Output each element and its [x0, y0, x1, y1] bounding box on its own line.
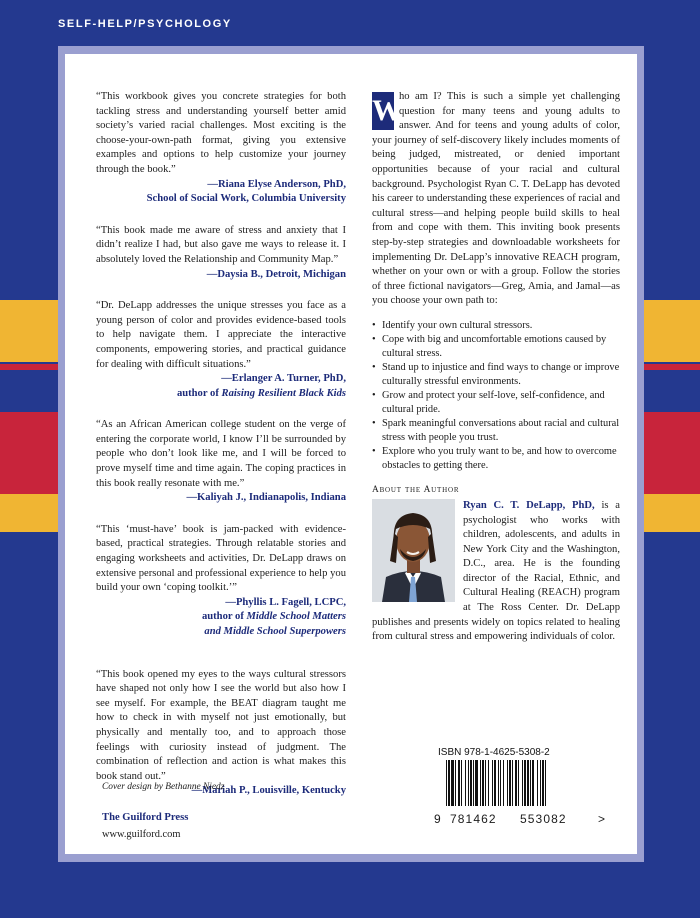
endorsement-author: —Riana Elyse Anderson, PhD, — [207, 178, 346, 190]
barcode-bar — [473, 760, 474, 806]
list-item: • Cope with big and uncomfortable emotions caused by cultural stress. — [372, 333, 620, 361]
barcode-bar — [498, 760, 499, 806]
barcode-bar — [522, 760, 523, 806]
author-name: Ryan C. T. DeLapp, PhD, — [463, 499, 595, 511]
endorsement-text: “This ‘must-have’ book is jam-packed with evidence-based, practical strategies. Through relatable stories and engaging worksheets and activities, Dr. DeLapp draws on extensive personal and professional experience to help you build your own ‘coping toolkit.’” — [96, 523, 346, 594]
barcode-bar — [542, 760, 544, 806]
barcode-bar — [475, 760, 478, 806]
barcode-bar — [480, 760, 481, 806]
list-item: • Identify your own cultural stressors. — [372, 319, 620, 333]
about-author — [372, 499, 620, 645]
barcode-bar — [537, 760, 538, 806]
barcode-bar — [488, 760, 489, 806]
barcode-bar — [470, 760, 472, 806]
endorsement-text: “Dr. DeLapp addresses the unique stresses you face as a young person of color and provides evidence-based tools to help navigate them. I appreciate the interactive components, empowering stories, and practical guidance for dealing with difficult situations.” — [96, 300, 346, 370]
barcode-bar — [494, 760, 496, 806]
barcode-bar — [448, 760, 450, 806]
barcode-bar — [482, 760, 484, 806]
endorsement-author: —Mariah P., Louisville, Kentucky — [191, 785, 346, 797]
barcode-bar — [468, 760, 469, 806]
book-title-2: and Middle School Superpowers — [204, 626, 346, 637]
barcode-bar — [524, 760, 526, 806]
barcode-digit-suffix: > — [598, 812, 607, 826]
endorsement-text: “This workbook gives you concrete strategies for both tackling stress and understanding yourself better amid society’s varied racial challenges. Most exciting is the choose-your-own-path format, giving you extensive examples and options to help customize your journey through the book.” — [96, 91, 346, 175]
barcode-bar — [507, 760, 508, 806]
about-author-heading: About the Author — [372, 484, 460, 495]
barcode-bar — [532, 760, 534, 806]
barcode-bar — [485, 760, 486, 806]
endorsement-author: —Kaliyah J., Indianapolis, Indiana — [186, 492, 346, 504]
barcode-digit-group-2: 553082 — [520, 812, 567, 826]
barcode-bar — [446, 760, 447, 806]
endorsement-4 — [96, 418, 346, 506]
barcode-bar — [455, 760, 456, 806]
barcode-bar — [465, 760, 466, 806]
list-item: • Explore who you truly want to be, and how to overcome obstacles to getting there. — [372, 445, 620, 473]
author-portrait-icon — [372, 499, 455, 602]
book-title: Raising Resilient Black Kids — [221, 387, 346, 399]
barcode-bar — [451, 760, 454, 806]
isbn-text: ISBN 978-1-4625-5308-2 — [438, 747, 550, 758]
barcode-bar — [503, 760, 504, 806]
barcode-bar — [527, 760, 529, 806]
benefit-list — [372, 319, 620, 473]
barcode-bar — [458, 760, 460, 806]
category-label: SELF-HELP/PSYCHOLOGY — [58, 18, 232, 30]
barcode-bar — [515, 760, 517, 806]
barcode-bar — [540, 760, 541, 806]
endorsement-6 — [96, 668, 346, 799]
barcode-bar — [509, 760, 511, 806]
barcode-bar — [492, 760, 493, 806]
barcode-digits — [434, 812, 622, 826]
endorsement-5 — [96, 523, 346, 640]
author-photo — [372, 499, 455, 602]
barcode-icon — [434, 760, 618, 806]
barcode-bar — [530, 760, 531, 806]
barcode-bar — [518, 760, 519, 806]
list-item: • Grow and protect your self-love, self-confidence, and cultural pride. — [372, 389, 620, 417]
barcode-bar — [461, 760, 462, 806]
list-item: • Spark meaningful conversations about racial and cultural stress with people you trust. — [372, 417, 620, 445]
publisher-website: www.guilford.com — [102, 829, 181, 840]
endorsement-affiliation: School of Social Work, Columbia University — [146, 193, 346, 205]
endorsement-text: “As an African American college student on the verge of entering the corporate world, I know I’ll be surrounded by people who don’t look like me, and I will be forced to prove myself time and time again. The coping practices in this book really resonate with me.” — [96, 419, 346, 489]
endorsements — [96, 90, 346, 816]
endorsement-author: —Erlanger A. Turner, PhD, — [221, 373, 346, 385]
barcode-digit-prefix: 9 — [434, 812, 442, 826]
description-paragraph — [372, 90, 620, 309]
cover-credit: Cover design by Bethanne Niedz — [102, 782, 225, 792]
endorsement-author: —Daysia B., Detroit, Michigan — [206, 268, 346, 280]
barcode-digit-group-1: 781462 — [450, 812, 497, 826]
author-bio: is a psychologist who works with children, adolescents, and adults in New York City and the Washington, D.C., area. He is the founding director of the Racial, Ethnic, and Cultural Healing (REACH) program at The Ross Center. Dr. DeLapp publishes and presents widely on topics related to healing from cultural stress and empowering individuals of color. — [372, 499, 621, 643]
endorsement-text: “This book opened my eyes to the ways cultural stressors have shaped not only how I see the world but also how I see myself. For example, the BEAT diagram taught me how to check in with myself not just emotionally, but physically and mentally too, and to approach those feelings with curiosity instead of judgment. The combination of reflection and action is what makes this book stand out.” — [96, 668, 346, 782]
back-cover-panel — [65, 54, 637, 854]
isbn-block — [434, 747, 622, 826]
endorsement-author: —Phyllis L. Fagell, LCPC, — [225, 596, 346, 608]
endorsement-text: “This book made me aware of stress and anxiety that I didn’t realize I had, but also gave me ways to release it. I absolutely loved the Relationship and Community Map.” — [96, 224, 346, 265]
endorsement-affiliation-prefix: author of — [176, 387, 222, 399]
barcode-bar — [545, 760, 546, 806]
description-text: ho am I? This is such a simple yet challenging question for many teens and young adults to answer. And for teens and young adults of color, your journey of self-discovery likely includes moments of being judged, mistreated, or denied important opportunities because of your racial and cultural background. Psychologist Ryan C. T. DeLapp has devoted his career to understanding these experiences of racial and cultural stress—and helping people build skills to heal from and cope with them. This inviting book presents step-by-step strategies and downloadable worksheets for implementing Dr. DeLapp’s innovative REACH program, whether on your own or with a group. Follow the stories of three fictional navigators—Greg, Amia, and Jamal—as you choose your own path to: — [372, 91, 620, 307]
book-title: Middle School Matters — [246, 611, 346, 623]
endorsement-2 — [96, 224, 346, 282]
endorsement-1 — [96, 90, 346, 207]
endorsement-3 — [96, 299, 346, 401]
endorsement-affiliation-prefix: author of — [201, 611, 247, 623]
book-description — [372, 90, 620, 645]
barcode-bar — [500, 760, 501, 806]
publisher-name: The Guilford Press — [102, 812, 189, 823]
drop-cap: W — [372, 92, 394, 130]
list-item: • Stand up to injustice and find ways to change or improve culturally stressful environments. — [372, 361, 620, 389]
barcode-bar — [512, 760, 513, 806]
